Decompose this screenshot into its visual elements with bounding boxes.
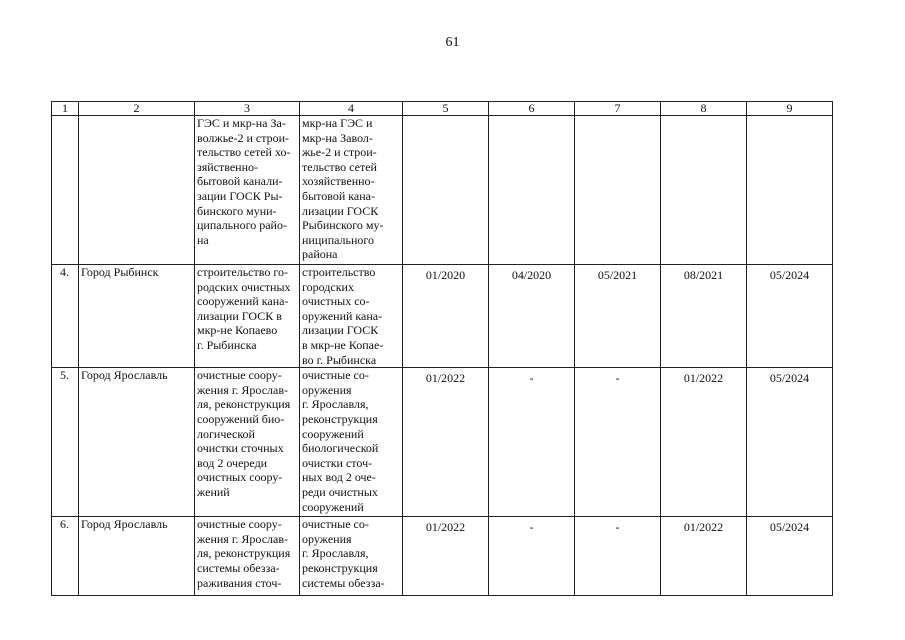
date-cell: 05/2021	[575, 265, 661, 368]
date-cell: 05/2024	[747, 517, 833, 596]
object-name-cell: строительство городских очистных со- оружений кана- лизации ГОСК в мкр-не Копае- во г. Рыбинска	[300, 265, 403, 368]
column-header: 5	[403, 102, 489, 116]
row-number	[52, 116, 79, 265]
place-cell: Город Ярославль	[79, 517, 195, 596]
page-number: 61	[445, 35, 460, 50]
table-row	[52, 517, 833, 596]
object-name-cell: очистные со- оружения г. Ярославля, реконструкция сооружений биологической очистки сточ- ных вод 2 оче- реди очистных сооружений	[300, 368, 403, 517]
date-cell: -	[575, 517, 661, 596]
object-name-cell: мкр-на ГЭС и мкр-на Завол- жье-2 и строи- тельство сетей хозяйственно- бытовой кана- лизации ГОСК Рыбинского му- ниципального района	[300, 116, 403, 265]
column-header: 4	[300, 102, 403, 116]
table-row	[52, 265, 833, 368]
table-row	[52, 116, 833, 265]
object-description-cell: очистные соору- жения г. Ярослав- ля, реконструкция системы обезза- раживания сточ-	[195, 517, 300, 596]
object-description-cell: очистные соору- жения г. Ярослав- ля, реконструкция сооружений био- логической очистки сточных вод 2 очереди очистных соору- жений	[195, 368, 300, 517]
place-cell: Город Ярославль	[79, 368, 195, 517]
date-cell: 01/2022	[661, 368, 747, 517]
date-cell: 05/2024	[747, 368, 833, 517]
date-cell: 05/2024	[747, 265, 833, 368]
row-number: 4.	[52, 265, 79, 368]
date-cell	[747, 116, 833, 265]
header-row	[52, 102, 833, 116]
row-number: 5.	[52, 368, 79, 517]
column-header: 3	[195, 102, 300, 116]
object-name-cell: очистные со- оружения г. Ярославля, реконструкция системы обезза-	[300, 517, 403, 596]
object-description-cell: строительство го- родских очистных сооружений кана- лизации ГОСК в мкр-не Копаево г. Рыбинска	[195, 265, 300, 368]
date-cell: -	[575, 368, 661, 517]
date-cell	[575, 116, 661, 265]
date-cell	[403, 116, 489, 265]
column-header: 8	[661, 102, 747, 116]
place-cell: Город Рыбинск	[79, 265, 195, 368]
date-cell: -	[489, 517, 575, 596]
column-header: 6	[489, 102, 575, 116]
place-cell	[79, 116, 195, 265]
date-cell: -	[489, 368, 575, 517]
column-header: 7	[575, 102, 661, 116]
date-cell: 01/2022	[661, 517, 747, 596]
row-number: 6.	[52, 517, 79, 596]
object-description-cell: ГЭС и мкр-на За- волжье-2 и строи- тельство сетей хо- зяйственно- бытовой канали- зации ГОСК Ры- бинского муни- ципального райо- на	[195, 116, 300, 265]
date-cell	[661, 116, 747, 265]
date-cell	[489, 116, 575, 265]
date-cell: 04/2020	[489, 265, 575, 368]
date-cell: 01/2022	[403, 368, 489, 517]
date-cell: 01/2020	[403, 265, 489, 368]
column-header: 1	[52, 102, 79, 116]
schedule-table	[51, 101, 833, 596]
table-row	[52, 368, 833, 517]
date-cell: 01/2022	[403, 517, 489, 596]
column-header: 2	[79, 102, 195, 116]
date-cell: 08/2021	[661, 265, 747, 368]
column-header: 9	[747, 102, 833, 116]
